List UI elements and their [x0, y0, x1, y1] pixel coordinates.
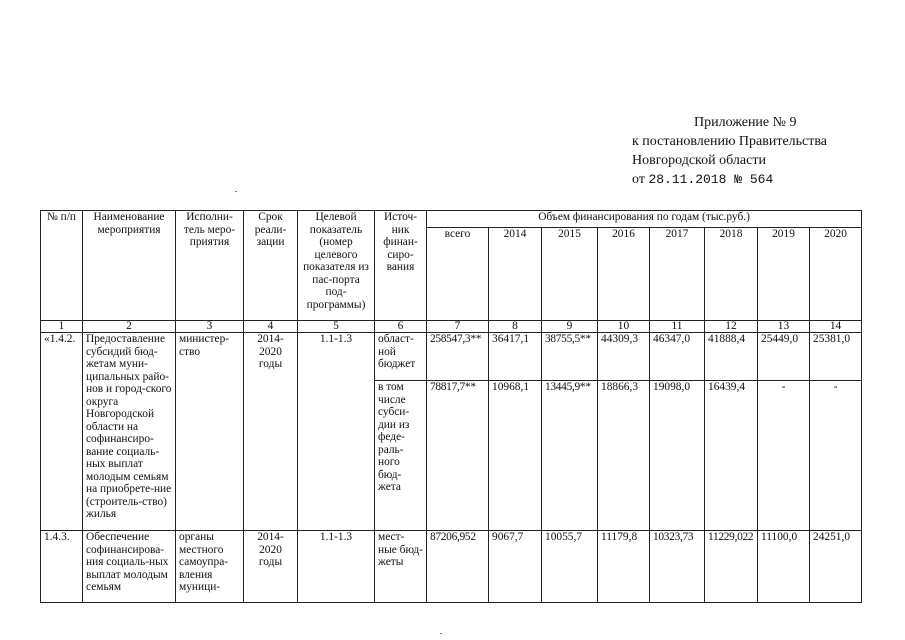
column-number: 8 — [489, 321, 542, 333]
scan-speck — [440, 633, 442, 634]
row-source: мест-ные бюд-жеты — [375, 531, 427, 603]
table-header-row — [41, 211, 862, 228]
table-row — [41, 333, 862, 381]
decree-date: от 28.11.2018 № 564 — [632, 172, 774, 187]
col-header-num: № п/п — [41, 211, 83, 321]
value-cell: 11229,022 — [705, 531, 758, 603]
value-cell: 25381,0 — [810, 333, 862, 381]
column-number: 7 — [427, 321, 489, 333]
row-period: 2014-2020 годы — [244, 531, 298, 603]
value-cell: - — [810, 381, 862, 531]
col-header-target: Целевой показатель (номер целевого показателя из пас-порта под-программы) — [298, 211, 375, 321]
row-num: «1.4.2. — [41, 333, 83, 531]
row-executor: органы местного самоупра-вления муници- — [176, 531, 244, 603]
column-number: 2 — [83, 321, 176, 333]
col-header-year: 2015 — [542, 228, 598, 321]
decree-date-number: 28.11.2018 № 564 — [648, 172, 774, 187]
column-number: 10 — [598, 321, 650, 333]
column-number: 4 — [244, 321, 298, 333]
col-header-source: Источ-ник финан-сиро-вания — [375, 211, 427, 321]
col-header-year: 2019 — [758, 228, 810, 321]
column-number: 13 — [758, 321, 810, 333]
col-header-year: 2017 — [650, 228, 705, 321]
row-target: 1.1-1.3 — [298, 333, 375, 531]
col-header-period: Срок реали-зации — [244, 211, 298, 321]
document-header — [632, 113, 827, 189]
column-number: 9 — [542, 321, 598, 333]
column-number: 14 — [810, 321, 862, 333]
value-cell: 10323,73 — [650, 531, 705, 603]
col-header-year: 2014 — [489, 228, 542, 321]
column-number: 1 — [41, 321, 83, 333]
value-cell: 11100,0 — [758, 531, 810, 603]
value-cell: 13445,9** — [542, 381, 598, 531]
row-period: 2014-2020 годы — [244, 333, 298, 531]
value-cell: 24251,0 — [810, 531, 862, 603]
col-header-total: всего — [427, 228, 489, 321]
scan-speck — [235, 191, 237, 192]
region-name: Новгородской области — [632, 153, 766, 168]
value-cell: 16439,4 — [705, 381, 758, 531]
value-cell: 11179,8 — [598, 531, 650, 603]
value-cell: 19098,0 — [650, 381, 705, 531]
table-row — [41, 531, 862, 603]
row-source: област-ной бюджет — [375, 333, 427, 381]
value-cell: 36417,1 — [489, 333, 542, 381]
column-number: 6 — [375, 321, 427, 333]
col-header-year: 2016 — [598, 228, 650, 321]
col-header-name: Наименование мероприятия — [83, 211, 176, 321]
value-cell: - — [758, 381, 810, 531]
value-cell: 41888,4 — [705, 333, 758, 381]
col-header-year: 2020 — [810, 228, 862, 321]
column-number: 3 — [176, 321, 244, 333]
column-number: 12 — [705, 321, 758, 333]
row-executor: министер-ство — [176, 333, 244, 531]
value-cell: 44309,3 — [598, 333, 650, 381]
value-cell: 46347,0 — [650, 333, 705, 381]
column-number: 5 — [298, 321, 375, 333]
row-source: в том числе субси-дии из феде-раль-ного бюд-жета — [375, 381, 427, 531]
col-header-executor: Исполни-тель меро-приятия — [176, 211, 244, 321]
value-cell: 10055,7 — [542, 531, 598, 603]
column-number: 11 — [650, 321, 705, 333]
value-cell: 18866,3 — [598, 381, 650, 531]
row-num: 1.4.3. — [41, 531, 83, 603]
value-cell: 78817,7** — [427, 381, 489, 531]
decree-reference: к постановлению Правительства — [632, 134, 828, 149]
value-cell: 9067,7 — [489, 531, 542, 603]
value-cell: 25449,0 — [758, 333, 810, 381]
col-header-year: 2018 — [705, 228, 758, 321]
col-header-funding-group: Объем финансирования по годам (тыс.руб.) — [427, 211, 862, 228]
row-name: Предоставление субсидий бюд-жетам муни-ципальных райо-нов и город-ского округа Новгородской области на софинансиро-вание социаль-ных выплат молодым семьям на приобрете-ние (строитель-ство) жилья — [83, 333, 176, 531]
funding-table — [40, 210, 862, 603]
appendix-number: Приложение № 9 — [694, 115, 797, 130]
column-number-row — [41, 321, 862, 333]
value-cell: 10968,1 — [489, 381, 542, 531]
value-cell: 87206,952 — [427, 531, 489, 603]
value-cell: 258547,3** — [427, 333, 489, 381]
value-cell: 38755,5** — [542, 333, 598, 381]
row-target: 1.1-1.3 — [298, 531, 375, 603]
row-name: Обеспечение софинансирова-ния социаль-ных выплат молодым семьям — [83, 531, 176, 603]
